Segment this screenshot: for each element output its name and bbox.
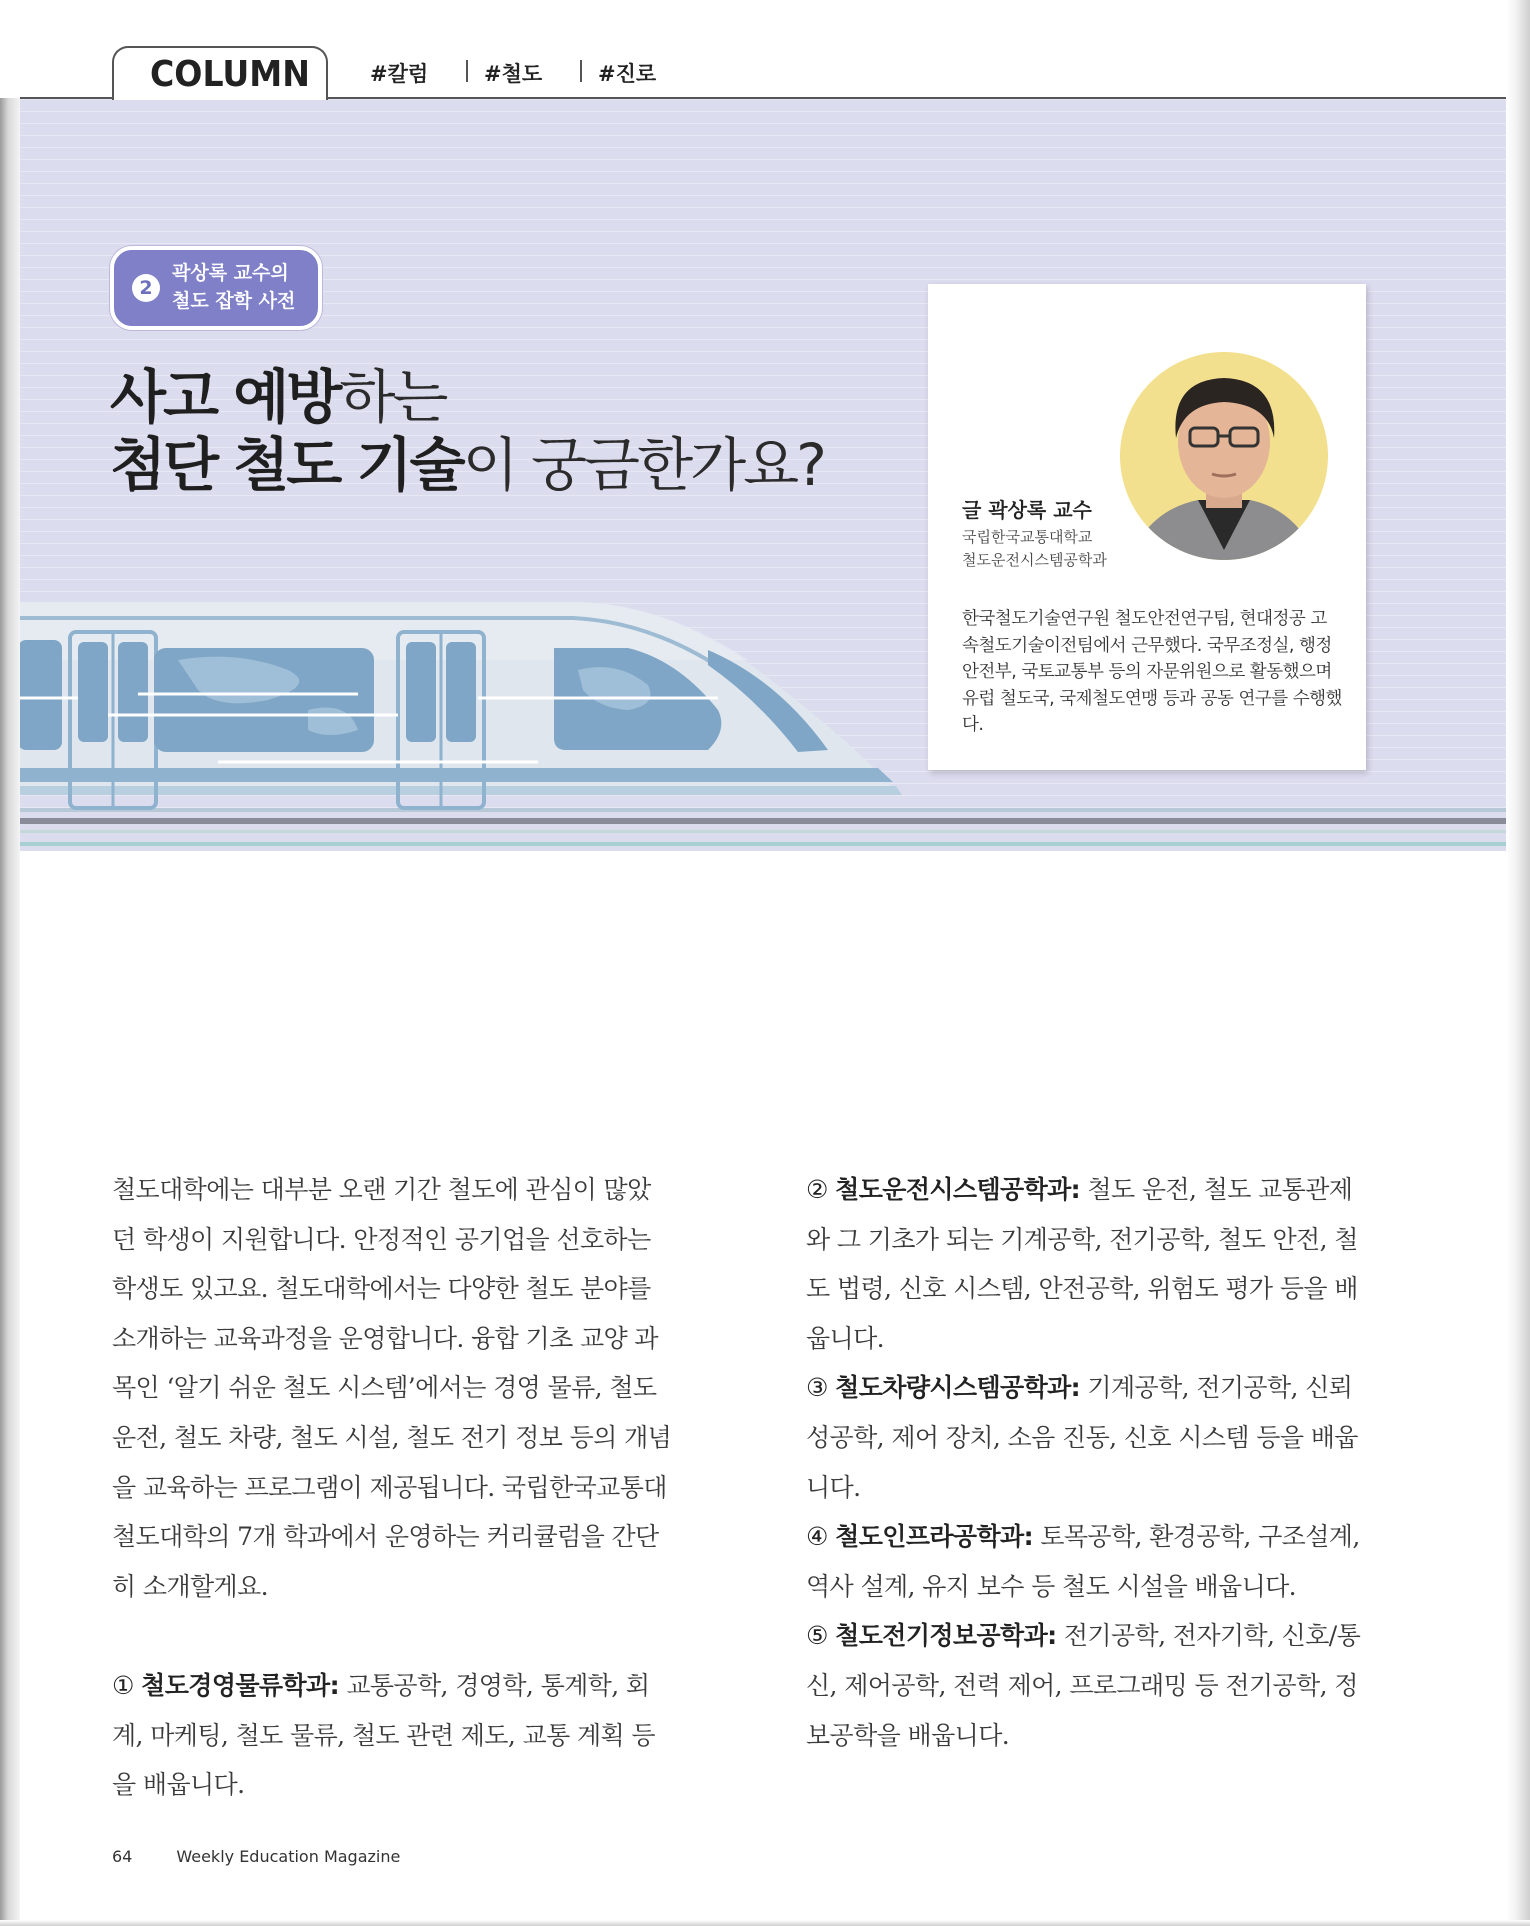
series-title-line1: 곽상록 교수의 bbox=[172, 262, 289, 284]
tag-separator bbox=[466, 60, 468, 82]
page-spine-shadow bbox=[0, 0, 20, 1926]
department-marker: ⑤ bbox=[806, 1621, 828, 1651]
department-marker: ④ bbox=[806, 1522, 828, 1552]
department-description: 교통공학, 경영학, 통계학, 회계, 마케팅, 철도 물류, 철도 관련 제도, 교통 계획 등을 배웁니다. bbox=[112, 1670, 655, 1800]
series-number: 2 bbox=[132, 274, 160, 302]
department-description: 기계공학, 전기공학, 신뢰성공학, 제어 장치, 소음 진동, 신호 시스템 등을 배웁니다. bbox=[806, 1373, 1358, 1502]
page-edge-shadow bbox=[1506, 0, 1530, 1926]
section-tab bbox=[112, 46, 328, 100]
page-footer bbox=[112, 1847, 400, 1866]
page-number: 64 bbox=[112, 1847, 133, 1866]
author-bio: 한국철도기술연구원 철도안전연구팀, 현대정공 고속철도기술이전팀에서 근무했다. 국무조정실, 행정안전부, 국토교통부 등의 자문위원으로 활동했으며 유럽 철도국, 국제철도연맹 등과 공동 연구를 수행했다. bbox=[962, 609, 1342, 735]
department-item bbox=[806, 1165, 1368, 1363]
department-name: 철도전기정보공학과: bbox=[835, 1621, 1057, 1651]
section-label: COLUMN bbox=[150, 54, 310, 95]
author-name: 글 곽상록 교수 bbox=[962, 498, 1092, 522]
department-name: 철도운전시스템공학과: bbox=[835, 1175, 1081, 1204]
body-column-left bbox=[112, 1165, 674, 1810]
department-name: 철도인프라공학과: bbox=[835, 1522, 1033, 1552]
department-marker: ③ bbox=[806, 1373, 828, 1403]
department-description: 토목공학, 환경공학, 구조설계, 역사 설계, 유지 보수 등 철도 시설을 배웁니다. bbox=[806, 1522, 1360, 1601]
department-item bbox=[806, 1512, 1368, 1611]
department-item bbox=[112, 1661, 674, 1810]
headline-line1-strong: 사고 예방 bbox=[110, 363, 340, 431]
author-card bbox=[928, 284, 1366, 770]
series-badge bbox=[110, 246, 322, 330]
headline-line2-strong: 첨단 철도 기술 bbox=[110, 431, 463, 499]
department-item bbox=[806, 1611, 1368, 1760]
page-bottom-edge bbox=[0, 1920, 1530, 1926]
magazine-name: Weekly Education Magazine bbox=[176, 1847, 401, 1866]
tag-railway: #철도 bbox=[484, 62, 543, 86]
department-marker: ① bbox=[112, 1670, 134, 1700]
author-portrait bbox=[1118, 350, 1330, 562]
department-name: 철도차량시스템공학과: bbox=[835, 1373, 1081, 1403]
author-affiliation bbox=[962, 526, 1107, 572]
page-spine-top bbox=[0, 0, 20, 98]
tag-career: #진로 bbox=[598, 62, 657, 86]
author-affiliation-dept: 철도운전시스템공학과 bbox=[962, 551, 1107, 569]
department-name: 철도경영물류학과: bbox=[141, 1670, 339, 1700]
headline-line2-light: 이 궁금한가요? bbox=[462, 431, 824, 499]
headline-line1-light: 하는 bbox=[339, 363, 446, 431]
series-title bbox=[172, 259, 295, 315]
intro-paragraph: 철도대학에는 대부분 오랜 기간 철도에 관심이 많았던 학생이 지원합니다. 안정적인 공기업을 선호하는 학생도 있고요. 철도대학에서는 다양한 철도 분야를 소개하는 교육과정을 운영합니다. 융합 기초 교양 과목인 ‘알기 쉬운 철도 시스템’에서는 경영 물류, 철도 운전, 철도 차량, 철도 시설, 철도 전기 정보 등의 개념을 교육하는 프로그램이 제공됩니다. 국립한국교통대 철도대학의 7개 학과에서 운영하는 커리큘럼을 간단히 소개할게요. bbox=[112, 1175, 672, 1601]
tag-column: #칼럼 bbox=[370, 62, 429, 86]
body-column-right bbox=[806, 1165, 1368, 1760]
department-description: 철도 운전, 철도 교통관제와 그 기초가 되는 기계공학, 전기공학, 철도 안전, 철도 법령, 신호 시스템, 안전공학, 위험도 평가 등을 배웁니다. bbox=[806, 1175, 1358, 1353]
department-description: 전기공학, 전자기학, 신호/통신, 제어공학, 전력 제어, 프로그래밍 등 전기공학, 정보공학을 배웁니다. bbox=[806, 1621, 1361, 1750]
department-marker: ② bbox=[806, 1175, 828, 1204]
tag-separator bbox=[580, 60, 582, 82]
series-title-line2: 철도 잡학 사전 bbox=[172, 290, 296, 312]
department-item bbox=[806, 1363, 1368, 1512]
author-affiliation-school: 국립한국교통대학교 bbox=[962, 528, 1093, 546]
headline-line2 bbox=[110, 418, 824, 502]
